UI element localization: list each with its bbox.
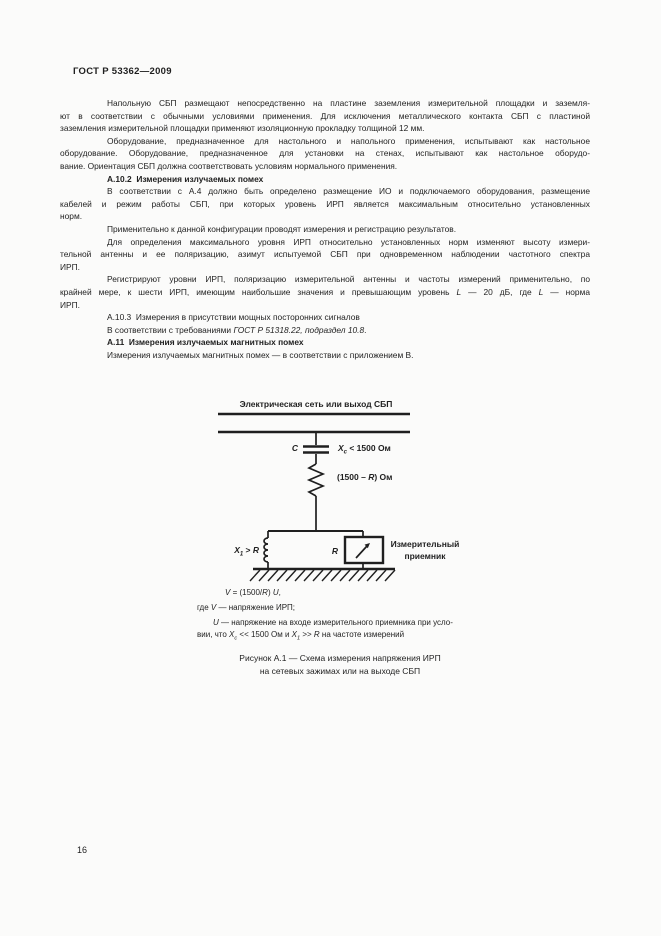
text-line: Измерения излучаемых магнитных помех — в соответствии с приложением В. (107, 349, 414, 360)
text-line: ют в соответствии с обычными условиями применения. Для исключения металлического контакта СБП с пластиной (60, 110, 590, 121)
paragraph (60, 185, 590, 223)
text-line: ИРП. (60, 299, 80, 310)
text-line: Оборудование, предназначенное для настольного и напольного применения, испытывают как настольное (107, 135, 590, 146)
figure-caption-line2: на сетевых зажимах или на выходе СБП (259, 665, 421, 676)
figure-caption (30, 652, 650, 677)
text-line: В соответствии с А.4 должно быть определено размещение ИО и подключаемого оборудования, размещение (107, 186, 590, 197)
text-line: ИРП. (60, 261, 80, 272)
paragraph (60, 349, 590, 362)
circuit-diagram (0, 398, 661, 588)
figure-note-1: где V — напряжение ИРП; (197, 603, 296, 612)
receiver-label-line2: приемник (404, 550, 446, 561)
receiver-box (345, 537, 383, 563)
paragraph (60, 273, 590, 311)
text-line: вание. Ориентация СБП должна соответствовать условиям нормального применения. (60, 160, 398, 171)
text-line: А.11 Измерения излучаемых магнитных помех (107, 337, 304, 348)
doc-header: ГОСТ Р 53362—2009 (73, 66, 172, 77)
ground-symbol (250, 569, 395, 581)
text-line: тельной антенны и ее поляризацию, азимут испытуемой СБП при одновременном наблюдении частотного спектра (60, 249, 590, 260)
figure-caption-line1: Рисунок А.1 — Схема измерения напряжения ИРП (239, 653, 441, 663)
capacitor-symbol (303, 447, 329, 453)
text-line: оборудование. Оборудование, предназначенное для установки на стенах, испытывают как настольное оборудо- (60, 148, 590, 159)
inductor-label: $X_1 > R$ (234, 545, 259, 558)
text-line: крайней мере, к шести ИРП, имеющим наибольшие значения и превышающим уровень L — 20 дБ, где L — норма (60, 286, 590, 297)
figure-formula: V = (1500/R) U, (225, 588, 281, 597)
paragraph (60, 324, 590, 337)
resistor-label: (1500 – R) Ом (337, 472, 393, 482)
page-number: 16 (77, 845, 88, 855)
resistor-symbol (309, 464, 323, 496)
paragraph (60, 311, 590, 324)
text-line: В соответствии с требованиями ГОСТ Р 51318.22, подраздел 10.8. (107, 324, 367, 335)
net-label: Электрическая сеть или выход СБП (239, 399, 393, 409)
receiver-label (387, 539, 463, 562)
text-line: Для определения максимального уровня ИРП относительно установленных норм изменяют высоту измери- (107, 236, 590, 247)
capacitor-label: C (291, 443, 298, 453)
figure-note-3: вии, что $X_c << 1500$ Ом и $X_1 >> R$ на частоте измерений (197, 630, 405, 642)
ground-hatching (250, 570, 395, 581)
text-line: Регистрируют уровни ИРП, поляризацию измерительной антенны и частоты измерений применительно, по (107, 274, 590, 285)
receiver-r-label: R (331, 546, 338, 556)
text-line: Применительно к данной конфигурации проводят измерения и регистрацию результатов. (107, 223, 457, 234)
inductor-symbol (264, 538, 268, 562)
receiver-label-line1: Измерительный (390, 539, 460, 549)
body-text (60, 97, 590, 361)
paragraph (60, 223, 590, 236)
text-line: норм. (60, 211, 83, 222)
paragraph (60, 97, 590, 135)
text-line: кабелей и режим работы СБП, при которых уровень ИРП является максимальным относительно установленных (60, 198, 590, 209)
meter-needle-icon (356, 543, 370, 558)
paragraph (60, 135, 590, 173)
text-line: А.10.2 Измерения излучаемых помех (107, 173, 264, 184)
capacitor-reactance-label: $X_c < 1500$ Ом (338, 443, 391, 456)
paragraph (60, 236, 590, 274)
section-heading (60, 336, 590, 349)
figure-note-2: U — напряжение на входе измерительного приемника при усло- (213, 618, 453, 627)
text-line: заземления измерительной площадки применяют изоляционную прокладку толщиной 12 мм. (60, 123, 425, 134)
text-line: Напольную СБП размещают непосредственно на пластине заземления измерительной площадки и заземля- (107, 98, 590, 108)
text-line: А.10.3 Измерения в присутствии мощных посторонних сигналов (107, 312, 360, 323)
section-heading (60, 173, 590, 186)
